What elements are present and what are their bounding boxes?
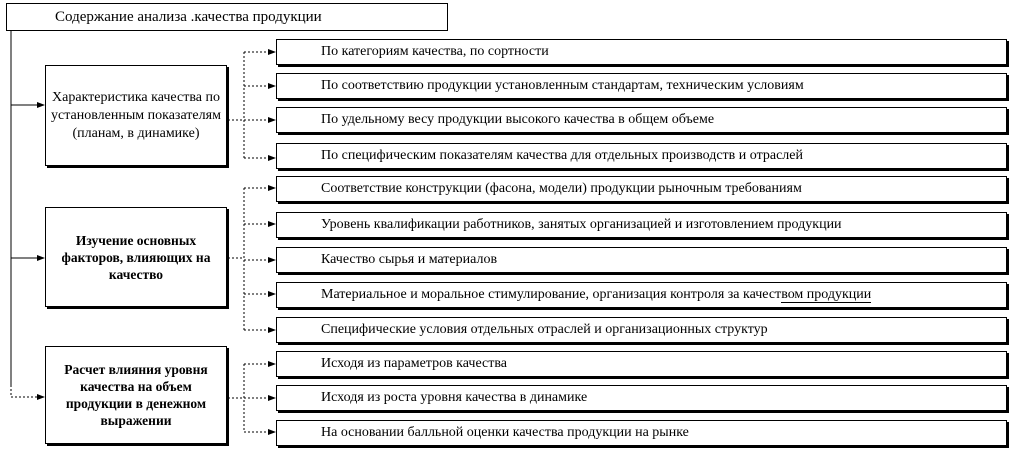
item-box: Уровень квалификации работников, занятых организацией и изготовлением продукции [276,212,1007,238]
item-box [276,282,1007,308]
item-box: Исходя из роста уровня качества в динамике [276,385,1007,411]
diagram-title: Содержание анализа .качества продукции [6,3,448,31]
group-label: Расчет влияния уровня качества на объем продукции в денежном выражении [64,362,208,428]
item-box: Исходя из параметров качества [276,351,1007,377]
group-impact-calculation [45,346,227,444]
item-box: По удельному весу продукции высокого качества в общем объеме [276,107,1007,133]
group-quality-characteristics [45,65,227,166]
item-text: Материальное и моральное стимулирование, организация контроля за качест [321,287,782,302]
item-box: Специфические условия отдельных отраслей и организационных структур [276,317,1007,343]
item-box: По специфическим показателям качества для отдельных производств и отраслей [276,143,1007,169]
item-text-underlined: вом продукции [781,287,872,302]
item-box: Качество сырья и материалов [276,247,1007,273]
group-label: Характеристика качества по установленным показателям (планам, в динамике) [51,89,221,141]
item-box: На основании балльной оценки качества продукции на рынке [276,420,1007,446]
item-box: По категориям качества, по сортности [276,39,1007,65]
item-box: По соответствию продукции установленным стандартам, техническим условиям [276,73,1007,99]
group-factors [45,207,227,307]
group-label: Изучение основных факторов, влияющих на качество [61,232,211,282]
item-box: Соответствие конструкции (фасона, модели) продукции рыночным требованиям [276,176,1007,202]
